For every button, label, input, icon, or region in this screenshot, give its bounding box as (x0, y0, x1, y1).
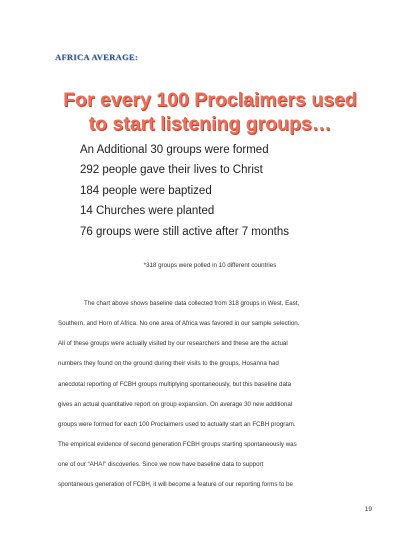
stat-line: 76 groups were still active after 7 months (80, 225, 290, 238)
stat-line: 184 people were baptized (80, 184, 212, 197)
body-line: anecdotal reporting of FCBH groups multiplying spontaneously, but this baseline data (58, 380, 292, 388)
footnote: *318 groups were polled in 10 different countries (143, 262, 277, 269)
headline (0, 88, 420, 136)
body-line: The empirical evidence of second generation FCBH groups starting spontaneously was (58, 441, 297, 449)
body-line: Southern, and Horn of Africa. No one area of Africa was favored in our sample selection. (58, 320, 300, 328)
stat-line: An Additional 30 groups were formed (80, 144, 269, 156)
headline-line-2: to start listening groups… (88, 113, 332, 135)
stats-list (80, 140, 289, 242)
body-line: spontaneous generation of FCBH, it will become a feature of our reporting forms to be (58, 481, 293, 489)
stat-line: 14 Churches were planted (80, 205, 215, 218)
section-heading: AFRICA AVERAGE: (55, 52, 138, 62)
body-line: groups were formed for each 100 Proclaimers used to actually start an FCBH program. (58, 420, 296, 428)
body-paragraph (58, 294, 358, 496)
body-line: one of our “AHA!” discoveries. Since we now have baseline data to support (58, 461, 264, 469)
body-line: gives an actual quantitative report on group expansion. On average 30 new additional (58, 400, 293, 408)
headline-line-1: For every 100 Proclaimers used (63, 89, 357, 111)
stat-line: 292 people gave their lives to Christ (80, 164, 263, 177)
body-line: All of these groups were actually visited by our researchers and these are the actual (58, 340, 288, 348)
page-number: 19 (364, 506, 372, 513)
body-line: numbers they found on the ground during their visits to the groups. Hosanna had (58, 360, 279, 368)
body-line: The chart above shows baseline data collected from 318 groups in West, East, (84, 300, 300, 307)
